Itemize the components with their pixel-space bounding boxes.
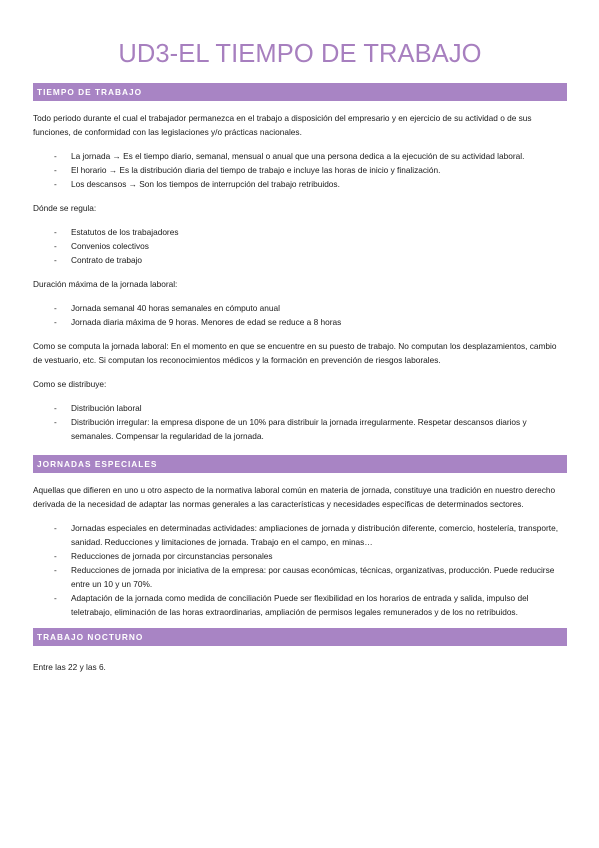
list-item: - Jornada diaria máxima de 9 horas. Menores de edad se reduce a 8 horas	[54, 317, 342, 327]
list-item: - Distribución laboral	[54, 403, 142, 413]
section-heading-trabajo-nocturno: TRABAJO NOCTURNO	[33, 628, 567, 646]
list-item: - Contrato de trabajo	[54, 255, 143, 265]
section-heading-jornadas-especiales: JORNADAS ESPECIALES	[33, 455, 567, 473]
distribution-list	[33, 401, 567, 443]
list-item: - Estatutos de los trabajadores	[54, 227, 179, 237]
list-item: - Convenios colectivos	[54, 241, 149, 251]
definitions-list	[33, 149, 567, 191]
list-item: - Jornada semanal 40 horas semanales en cómputo anual	[54, 303, 280, 313]
list-item: - Reducciones de jornada por circunstancias personales	[54, 551, 273, 561]
section-intro: Todo periodo durante el cual el trabajador permanezca en el trabajo a disposición del empresario y en ejercicio de su actividad o de sus funciones, de conformidad con las legislaciones y/o prácticas nacionales.	[33, 113, 532, 137]
list-item: - El horario → Es la distribución diaria del tiempo de trabajo e incluye las horas de inicio y finalización.	[54, 165, 441, 175]
regulation-label: Dónde se regula:	[33, 203, 97, 213]
list-item: - Los descansos → Son los tiempos de interrupción del trabajo retribuidos.	[54, 179, 340, 189]
distribution-label: Como se distribuye:	[33, 379, 107, 389]
special-schedules-list	[33, 521, 567, 619]
list-item: - Jornadas especiales en determinadas actividades: ampliaciones de jornada y distribución diferente, comercio, hostelería, transporte, sanidad. Reducciones y limitaciones de jornada. Trabajo en el campo, en minas…	[54, 523, 559, 547]
computation-paragraph: Como se computa la jornada laboral: En el momento en que se encuentre en su puesto de trabajo. No computan los desplazamientos, cambio de vestuario, etc. Si computan los reconocimientos médicos y la formación en prevención de riesgos laborales.	[33, 341, 557, 365]
section-intro: Entre las 22 y las 6.	[33, 662, 106, 672]
list-item: - Distribución irregular: la empresa dispone de un 10% para distribuir la jornada irregularmente. Respetar descansos diarios y semanales. Compensar la regularidad de la jornada.	[54, 417, 527, 441]
section-heading-tiempo-de-trabajo: TIEMPO DE TRABAJO	[33, 83, 567, 101]
list-item: - La jornada → Es el tiempo diario, semanal, mensual o anual que una persona dedica a la ejecución de su actividad laboral.	[54, 151, 525, 161]
page-title: UD3-EL TIEMPO DE TRABAJO	[118, 40, 482, 68]
max-duration-list	[33, 301, 567, 329]
regulation-list	[33, 225, 567, 267]
section-intro: Aquellas que difieren en uno u otro aspecto de la normativa laboral común en materia de jornada, constituye una tradición en nuestro derecho derivada de la necesidad de adaptar las normas generales a las características y necesidades específicas de determinados sectores.	[33, 485, 556, 509]
max-duration-label: Duración máxima de la jornada laboral:	[33, 279, 178, 289]
list-item: - Adaptación de la jornada como medida de conciliación Puede ser flexibilidad en los horarios de entrada y salida, impulso del teletrabajo, eliminación de las horas extraordinarias, ampliación de permisos legales remunerados y de los no retribuidos.	[54, 593, 529, 617]
list-item: - Reducciones de jornada por iniciativa de la empresa: por causas económicas, técnicas, organizativas, producción. Puede reducirse entre un 10 y un 70%.	[54, 565, 555, 589]
